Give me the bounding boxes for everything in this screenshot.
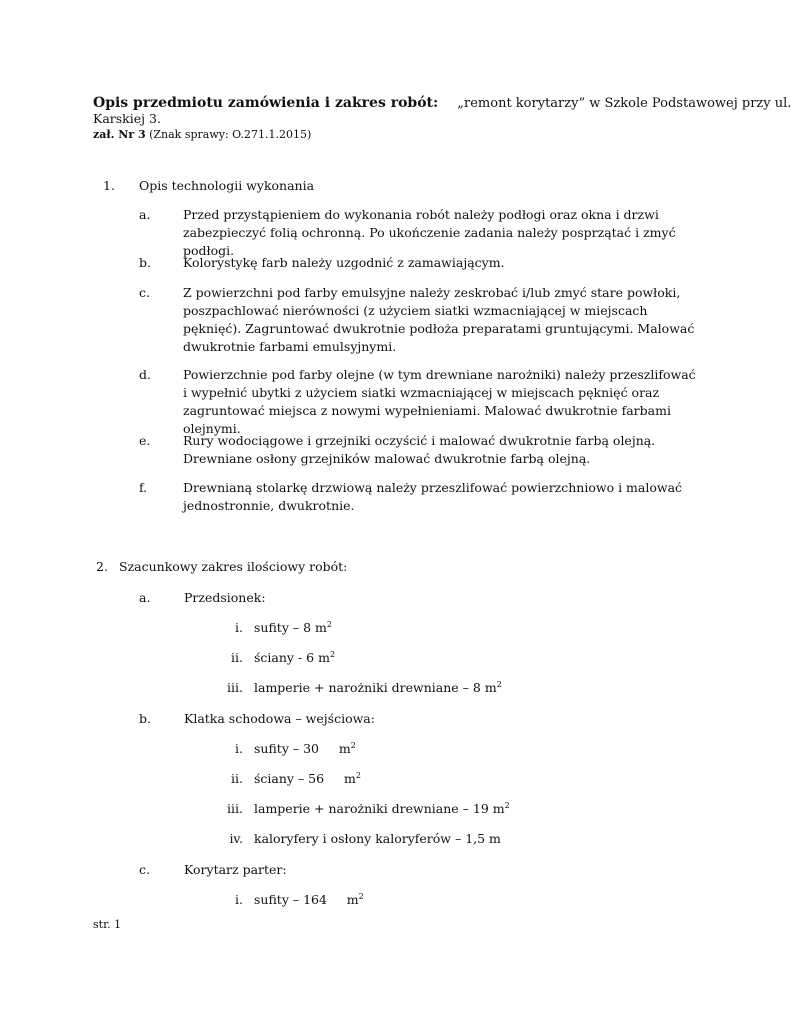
roman-numeral: i. — [235, 892, 243, 907]
item-letter: e. — [139, 433, 151, 448]
title-bold: Opis przedmiotu zamówienia i zakres robót: — [93, 95, 439, 111]
attachment-line — [93, 128, 311, 141]
quantity-item: ściany – 56 $m^2$ — [254, 770, 361, 786]
page-number: str. 1 — [93, 918, 122, 931]
roman-numeral: ii. — [231, 771, 243, 786]
roman-numeral: i. — [235, 620, 243, 635]
group-title: Klatka schodowa – wejściowa: — [184, 711, 375, 726]
roman-numeral: iii. — [227, 801, 243, 816]
item-letter: c. — [139, 285, 150, 300]
quantity-item: lamperie + narożniki drewniane – 19 $m^2$ — [254, 800, 510, 816]
group-title: Korytarz parter: — [184, 862, 287, 877]
quantity-item: sufity – 8 $m^2$ — [254, 619, 332, 635]
roman-numeral: i. — [235, 741, 243, 756]
roman-numeral: iii. — [227, 680, 243, 695]
group-letter: b. — [139, 711, 151, 726]
roman-numeral: ii. — [231, 650, 243, 665]
quantity-item: lamperie + narożniki drewniane – 8 $m^2$ — [254, 679, 502, 695]
title-rest: „remont korytarzy” w Szkole Podstawowej przy ul. — [457, 96, 791, 111]
item-text: Z powierzchni pod farby emulsyjne należy zeskrobać i/lub zmyć stare powłoki, poszpachlować nierówności (z użyciem siatki wzmacniającej w miejscach pęknięć). Zagruntować dwukrotnie podłoża preparatami gruntującymi. Malować dwukrotnie farbami emulsyjnymi. — [183, 285, 695, 354]
item-text: Kolorystykę farb należy uzgodnić z zamawiającym. — [183, 255, 505, 270]
item-text: Przed przystąpieniem do wykonania robót należy podłogi oraz okna i drzwi zabezpieczyć folią ochronną. Po ukończenie zadania należy posprzątać i zmyć podłogi. — [183, 207, 676, 258]
group-letter: a. — [139, 590, 151, 605]
group-title: Przedsionek: — [184, 590, 266, 605]
item-letter: a. — [139, 207, 151, 222]
item-text: Drewnianą stolarkę drzwiową należy przeszlifować powierzchniowo i malować jednostronnie, dwukrotnie. — [183, 480, 683, 513]
item-text: Rury wodociągowe i grzejniki oczyścić i malować dwukrotnie farbą olejną. Drewniane osłony grzejników malować dwukrotnie farbą olejną. — [183, 433, 656, 466]
group-letter: c. — [139, 862, 150, 877]
section1-number: 1. — [103, 178, 115, 193]
case-reference: (Znak sprawy: O.271.1.2015) — [149, 128, 312, 141]
quantity-item: kaloryfery i osłony kaloryferów – 1,5 m — [254, 831, 501, 846]
item-letter: f. — [139, 480, 148, 495]
quantity-item: ściany - 6 $m^2$ — [254, 649, 336, 665]
item-letter: d. — [139, 367, 151, 382]
roman-numeral: iv. — [229, 831, 243, 846]
attachment-number: zał. Nr 3 — [93, 128, 146, 141]
section2-title: Szacunkowy zakres ilościowy robót: — [119, 559, 348, 574]
title-line2: Karskiej 3. — [93, 111, 161, 126]
item-text: Powierzchnie pod farby olejne (w tym drewniane narożniki) należy przeszlifować i wypełnić ubytki z użyciem siatki wzmacniającej w miejscach pęknięć oraz zagruntować miejsca z nowymi wypełnieniami. Malować dwukrotnie farbami olejnymi. — [183, 367, 696, 436]
section2-number: 2. — [96, 559, 108, 574]
quantity-item: sufity – 30 $m^2$ — [254, 740, 356, 756]
document-title — [93, 92, 791, 111]
item-letter: b. — [139, 255, 151, 270]
quantity-item: sufity – 164 $m^2$ — [254, 891, 364, 907]
section1-title: Opis technologii wykonania — [139, 178, 315, 193]
